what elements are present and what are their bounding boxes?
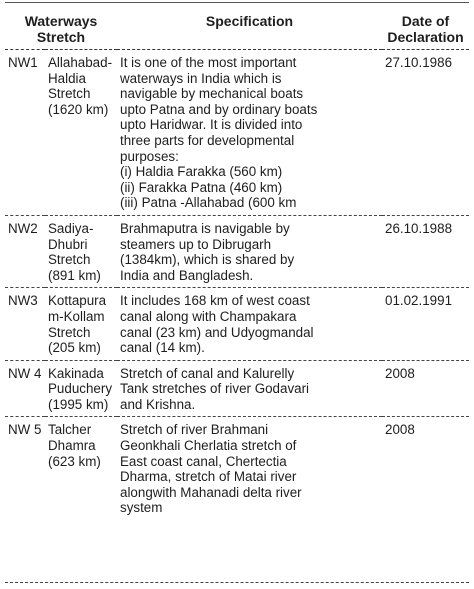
waterway-specification: Brahmaputra is navigable by steamers up to Dibrugarh (1384km), which is shared by India and Bangladesh.	[120, 220, 295, 283]
waterway-code: NW2	[8, 220, 38, 236]
header-specification: Specification	[205, 13, 294, 29]
declaration-date: 2008	[385, 422, 415, 438]
waterway-stretch: Sadiya- Dhubri Stretch (891 km)	[48, 220, 101, 283]
top-rule	[5, 2, 469, 3]
header-waterways-stretch: Waterways Stretch	[24, 13, 98, 45]
declaration-date: 27.10.1986	[385, 55, 453, 70]
waterway-code: NW3	[8, 293, 38, 309]
waterway-specification: It includes 168 km of west coast canal along with Champakara canal (23 km) and Udyogmandal canal (14 km).	[120, 293, 314, 356]
declaration-date: 01.02.1991	[385, 293, 453, 309]
declaration-date: 26.10.1988	[385, 220, 453, 236]
waterway-specification: Stretch of canal and Kalurelly Tank stretches of river Godavari and Krishna.	[120, 365, 310, 412]
waterway-code: NW1	[8, 55, 38, 70]
table-row	[5, 50, 469, 216]
waterway-specification: It is one of the most important waterways in India which is navigable by mechanical boats upto Patna and by ordinary boats upto Haridwar. It is divided into three parts for developmental purposes: (i) Haldia Farakka (560 km) (ii) Farakka Patna (460 km) (iii) Patna -Allahabad (600 km	[120, 55, 318, 211]
waterway-code: NW 5	[8, 422, 42, 438]
waterway-stretch: Talcher Dhamra (623 km)	[48, 422, 101, 469]
table-row	[5, 215, 469, 287]
bottom-rule	[5, 582, 469, 583]
waterway-code: NW 4	[8, 365, 42, 381]
waterway-stretch: Kakinada Puduchery (1995 km)	[48, 365, 113, 412]
declaration-date: 2008	[385, 365, 415, 381]
header-row	[5, 0, 469, 50]
waterway-specification: Stretch of river Brahmani Geonkhali Cherlatia stretch of East coast canal, Chertectia Dharma, stretch of Matai river alongwith Mahanadi delta river system	[120, 422, 302, 516]
table-row	[5, 417, 469, 520]
waterway-stretch: Allahabad- Haldia Stretch (1620 km)	[48, 55, 113, 117]
table-row	[5, 360, 469, 417]
header-date-of-declaration: Date of Declaration	[387, 13, 464, 45]
table-row	[5, 288, 469, 360]
waterways-table	[5, 0, 469, 520]
waterway-stretch: Kottapura m-Kollam Stretch (205 km)	[48, 293, 107, 356]
